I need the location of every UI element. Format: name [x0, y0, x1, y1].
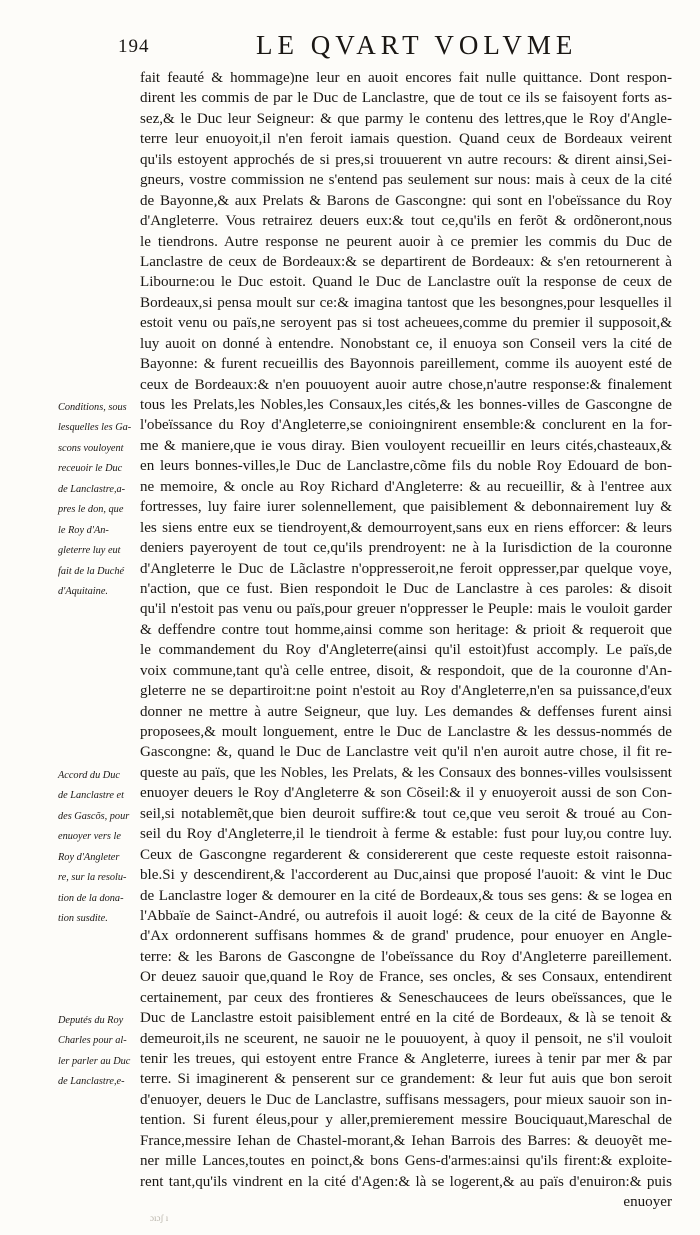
- body-line: fait feauté & hommage)ne leur en auoit encores fait nulle quittance. Dont respon-: [140, 70, 672, 86]
- body-line: d'enuoyer, deuers le Duc de Lanclastre, suffisans messagers, pour mieux sauoir son in-: [140, 1091, 672, 1108]
- body-line: d'Ax ordonnerent suffisans hommes & de grand' prudence, pour enuoyer en Angle-: [140, 928, 672, 945]
- margin-note-line: d'Aquitaine.: [58, 585, 108, 597]
- body-line: Bordeaux,si pensa moult sur ce:& imagina tantost que les besongnes,pour lesquelles il: [140, 294, 672, 311]
- body-line: d'Angleterre. Vous retrairez deuers eux:& tout ce,qu'ils en ferõt & ordõneront,nous: [140, 213, 672, 230]
- body-line: gleterre ne se departiroit:ne point n'estoit au Roy d'Angleterre,n'en sa puissance,d'eux: [140, 683, 672, 700]
- body-line: gneurs, vostre commission ne s'entend pas seulement sur nous: mais à ceux de la cité: [140, 172, 672, 189]
- body-line: & deffendre contre tout homme,ainsi comme son heritage: & prioit & requeroit que: [140, 621, 672, 638]
- margin-note-line: pres le don, que: [58, 504, 124, 516]
- margin-note-line: Charles pour al-: [58, 1035, 127, 1047]
- margin-note-line: scons vouloyent: [58, 442, 124, 454]
- margin-note-line: tion de la dona-: [58, 892, 124, 904]
- body-line: tention. Si furent éleus,pour y aller,premierement messire Bouciquaut,Mareschal de: [140, 1112, 672, 1129]
- body-line: le tiendrons. Autre response ne peurent auoir à ce premier les commis du Duc de: [140, 233, 672, 250]
- margin-note-line: Conditions, sous: [58, 402, 127, 413]
- body-line: enuoyer: [623, 1194, 672, 1211]
- body-line: Gascongne: &, quand le Duc de Lanclastre veit qu'il n'en auroit autre chose, il fit re-: [140, 744, 672, 761]
- body-line: seil,si notablemẽt,que bien deuroit suffire:& tout ce,que veu seroit & troué au Con-: [140, 805, 672, 822]
- bleed-through-text: ɔıɔʃ ı: [150, 1213, 169, 1223]
- margin-note-line: de Lanclastre,e-: [58, 1076, 125, 1088]
- margin-note-line: tion susdite.: [58, 913, 108, 925]
- margin-note-line: le Roy d'An-: [58, 524, 109, 536]
- margin-note-line: re, sur la resolu-: [58, 872, 127, 884]
- body-line: estoit venu ou païs,ne seroyent pas si tost acheuees,comme du premier il supposoit,&: [140, 315, 672, 332]
- body-line: tenir les treues, qui estoyent entre France & Angleterre, iurees à tenir par mer & par: [140, 1051, 672, 1067]
- body-line: queste au païs, que les Nobles, les Prelats, & les Consaux des bonnes-villes voulsissent: [140, 764, 672, 781]
- body-line: Lanclastre de ceux de Bordeaux:& se departirent de Bordeaux: & s'en retournerent à: [140, 253, 672, 270]
- body-line: fortresses, luy faire iurer solennellement, que paisiblement & debonnairement luy &: [140, 499, 672, 516]
- margin-note-line: Roy d'Angleter: [58, 851, 120, 863]
- body-line: tous les Prelats,les Nobles,les Consaux,les cités,& les bonnes-villes de Gascongne de: [140, 397, 672, 413]
- body-line: terre: & les Barons de Gascongne de l'obeïssance du Roy d'Angleterre pareillement.: [140, 948, 672, 965]
- body-line: Libourne:ou le Duc estoit. Quand le Duc de Lanclastre ouït la response de ceux de: [140, 274, 672, 291]
- body-line: sez,& le Duc leur Seigneur: & que parmy le contenu des lettres,que le Roy d'Angle-: [140, 110, 672, 127]
- body-line: les siens entre eux se tiendroyent,& demourroyent,sans eux en riens efforcer: & leurs: [140, 519, 672, 536]
- body-line: de Lanclastre loger & demourer en la cité de Bordeaux,& tous ses gens: & se logea en: [140, 887, 672, 904]
- margin-note-conditions: [58, 398, 142, 602]
- margin-note-line: de Lanclastre et: [58, 790, 124, 802]
- body-line: Or deuez sauoir que,quand le Roy de France, ses oncles, & ses Consaux, entendirent: [140, 969, 672, 986]
- body-line: le commandement du Roy d'Angleterre(ainsi qu'il estoit)fust accomply. Le païs,de: [140, 642, 672, 659]
- margin-note-line: enuoyer vers le: [58, 831, 121, 843]
- body-line: l'obeïssance du Roy d'Angleterre,se conioingnirent ensemble:& conclurent en la for-: [140, 417, 672, 434]
- body-line: d'Angleterre le Duc de Lãclastre n'oppresseroit,ne feroit oppresser,par quelque voye,: [140, 560, 672, 577]
- body-line: Bayonne: & furent recueillis des Bayonnois pareillement, comme ils auoyent esté de: [140, 356, 672, 373]
- body-line: n'action, que ce fust. Bien respondoit le Duc de Lanclastre à ces paroles: & disoit: [140, 580, 672, 597]
- body-line: Ceux de Gascongne regarderent & considererent que ceste requeste estoit raisonna-: [140, 846, 672, 863]
- body-line: qu'ils estoyent approchés de si pres,si trouuerent vn autre recours: & dirent ainsi,Sei-: [140, 151, 672, 168]
- margin-note-line: Deputés du Roy: [58, 1015, 124, 1026]
- body-line: me & maniere,que ie vous diray. Bien vouloyent recueillir en leurs cités,chasteaux,&: [140, 437, 672, 454]
- body-line: certainement, par ceux des frontieres & Seneschaucees de leurs obeïssances, que le: [140, 989, 672, 1006]
- body-line: rent tant,qu'ils vindrent en la cité d'Agen:& là se logerent,& au païs d'enuiron:& puis: [140, 1173, 672, 1190]
- page-number: 194: [118, 36, 150, 57]
- margin-note-line: des Gascõs, pour: [58, 810, 130, 822]
- body-line: qu'il n'estoit pas venu ou païs,pour greuer n'oppresser le Peuple: mais le vouloit garder: [140, 601, 672, 618]
- margin-note-line: fait de la Duché: [58, 565, 125, 577]
- body-line: Duc de Lanclastre estoit paisiblement entré en la cité de Bordeaux, & là se tenoit &: [140, 1010, 672, 1027]
- body-line: demeuroit,ils ne sceurent, ne sauoir ne le pouuoyent, à quoy il pensoit, ne s'il vouloit: [140, 1030, 672, 1047]
- body-line: proposees,& moult longuement, entre le Duc de Lanclastre & les dessus-nommés de: [140, 724, 672, 740]
- body-line: luy auoit on donné à entendre. Nonobstant ce, il enuoya son Conseil vers la cité de: [140, 335, 672, 352]
- body-line: de Bayonne,& aux Prelats & Barons de Gascongne: qui sont en l'obeïssance du Roy: [140, 192, 672, 209]
- margin-note-line: Accord du Duc: [58, 770, 120, 781]
- body-line: enuoyer deuers le Roy d'Angleterre & son Cõseil:& il y enuoyeroit aussi de son Con-: [140, 785, 672, 802]
- margin-note-line: de Lanclastre,a-: [58, 483, 126, 495]
- body-line: terre leur enuoyoit,il n'en feroit iamais question. Quand ceux de Bordeaux veirent: [140, 131, 672, 148]
- body-line: ner mille Lances,toutes en poinct,& bons Gens-d'armes:ainsi qu'ils firent:& exploite-: [140, 1153, 672, 1170]
- margin-note-accord: [58, 766, 142, 930]
- body-line: ceux de Bordeaux:& n'en pouuoyent auoir autre chose,n'autre response:& finalement: [140, 376, 672, 393]
- body-line: l'Abbaïe de Sainct-André, ou autrefois il auoit logé: & ceux de la cité de Bayonne &: [140, 907, 672, 924]
- body-line: terre. Si imaginerent & penserent sur ce grandement: & leur fut auis que bon seroit: [140, 1071, 672, 1088]
- body-line: deniers payeroyent de tout ce,qu'ils prendroyent: ne à la Iurisdiction de la couronne: [140, 540, 672, 557]
- margin-note-line: lesquelles les Ga-: [58, 422, 132, 434]
- running-title: LE QVART VOLVME: [256, 30, 578, 60]
- body-line: dirent les commis de par le Duc de Lanclastre, que de tout ce ils se faisoyent forts as-: [140, 90, 672, 107]
- margin-note-line: receuoir le Duc: [58, 463, 123, 475]
- body-line: seil du Roy d'Angleterre,il le tiendroit à ferme & estable: fust pour luy,ou contre luy.: [140, 826, 672, 843]
- page-header: [118, 30, 686, 66]
- margin-note-line: gleterre luy eut: [58, 545, 121, 557]
- margin-note-line: ler parler au Duc: [58, 1055, 131, 1067]
- margin-note-deputes: [58, 1011, 142, 1093]
- body-line: donner ne mettre à autre Seigneur, que luy. Les demandes & deffenses furent ainsi: [140, 703, 672, 720]
- body-line: en leurs bonnes-villes,le Duc de Lanclastre,cõme fils du noble Roy Edouard de bon-: [140, 458, 672, 475]
- body-line: ne memoire, & oncle au Roy Richard d'Angleterre: & au recueillir, & à l'entree aux: [140, 478, 672, 495]
- body-line: voix commune,tant qu'à celle entree, disoit, & respondoit, que de la couronne d'An-: [140, 662, 672, 679]
- body-text: [140, 68, 672, 1213]
- body-line: ble.Si y descendirent,& l'accorderent au Duc,ainsi que proposé l'auoit: & vint le Duc: [140, 867, 672, 884]
- body-line: France,messire Iehan de Chastel-morant,& Iehan Barrois des Barres: & deuoyẽt me-: [140, 1132, 672, 1149]
